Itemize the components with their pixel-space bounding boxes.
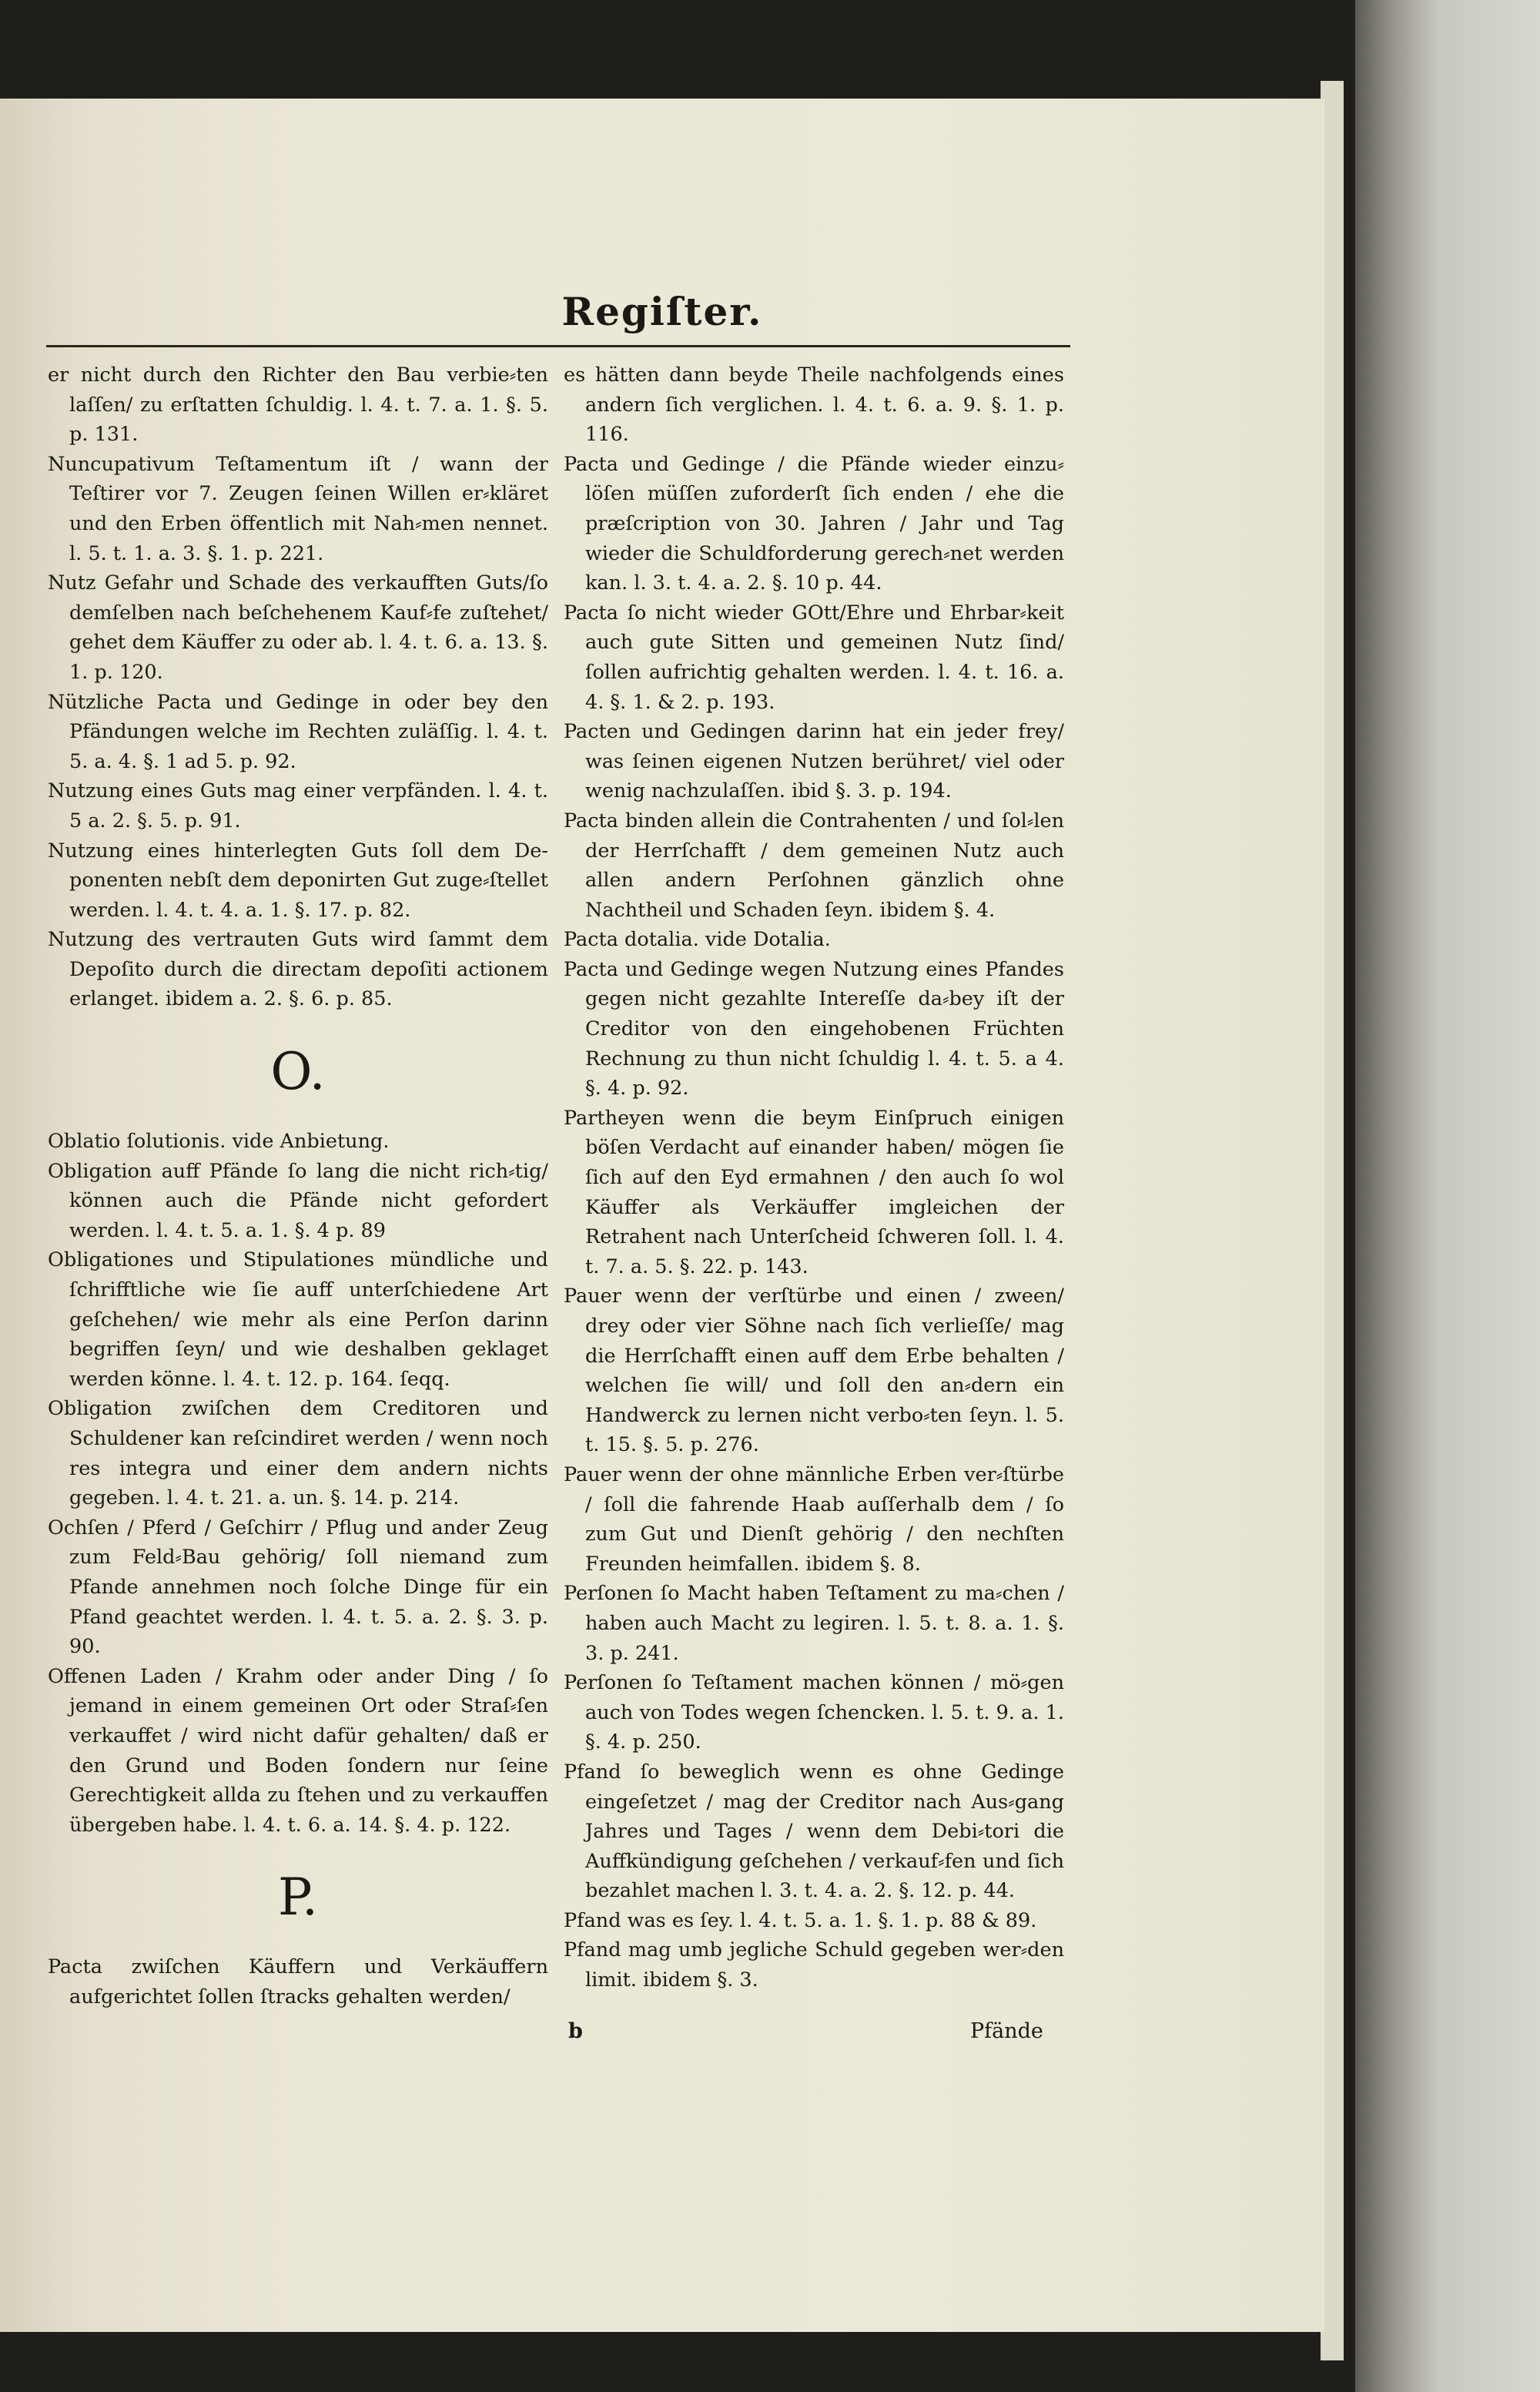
index-entry: Pauer wenn der ohne männliche Erben ver⸗ſtürbe / ſoll die fahrende Haab auſſerhalb dem / ſo zum Gut und Dienſt gehörig / den nechſten Freunden heimfallen. ibidem §. 8. bbox=[564, 1462, 1064, 1576]
right-column bbox=[564, 360, 1064, 1995]
left-column bbox=[48, 360, 548, 2012]
index-entry: Pacta und Gedinge / die Pfände wieder einzu⸗löſen müſſen zuforderſt ſich enden / ehe die præſcription von 30. Jahren / Jahr und Tag wieder die Schuldforderung gerech⸗net werden kan. l. 3. t. 4. a. 2. §. 10 p. 44. bbox=[564, 452, 1064, 595]
index-entry: Pauer wenn der verſtürbe und einen / zween/ drey oder vier Söhne nach ſich verlieſſe/ mag die Herrſchafft einen auff dem Erbe behalten / welchen ſie will/ und ſoll den an⸗dern ein Handwerck zu lernen nicht verbo⸗ten ſeyn. l. 5. t. 15. §. 5. p. 276. bbox=[564, 1285, 1064, 1457]
index-entry: Pacta binden allein die Contrahenten / und ſol⸗len der Herrſchafft / dem gemeinen Nutz auch allen andern Perſohnen gänzlich ohne Nachtheil und Schaden ſeyn. ibidem §. 4. bbox=[564, 809, 1064, 922]
header-rule bbox=[46, 345, 1070, 347]
page-title: Regiſter. bbox=[561, 289, 763, 334]
index-entry: Nuncupativum Teſtamentum iſt / wann der Teſtirer vor 7. Zeugen ſeinen Willen er⸗kläret und den Erben öffentlich mit Nah⸗men nennet. l. 5. t. 1. a. 3. §. 1. p. 221. bbox=[48, 452, 548, 565]
index-entry: Pacta zwiſchen Käuffern und Verkäuffern aufgerichtet ſollen ſtracks gehalten werden/ bbox=[48, 1955, 548, 2008]
signature-mark: b bbox=[568, 2019, 583, 2043]
index-entry: Obligation zwiſchen dem Creditoren und Schuldener kan reſcindiret werden / wenn noch res integra und einer dem andern nichts gegeben. l. 4. t. 21. a. un. §. 14. p. 214. bbox=[48, 1397, 548, 1510]
index-entry: Nutzung eines Guts mag einer verpfänden. l. 4. t. 5 a. 2. §. 5. p. 91. bbox=[48, 779, 548, 833]
index-entry: er nicht durch den Richter den Bau verbie⸗ten laſſen/ zu erſtatten ſchuldig. l. 4. t. 7. a. 1. §. 5. p. 131. bbox=[48, 363, 548, 447]
index-entry: Pacta und Gedinge wegen Nutzung eines Pfandes gegen nicht gezahlte Intereſſe da⸗bey iſt der Creditor von den eingehobenen Früchten Rechnung zu thun nicht ſchuldig l. 4. t. 5. a 4. §. 4. p. 92. bbox=[564, 957, 1064, 1101]
index-entry: Nützliche Pacta und Gedinge in oder bey den Pfändungen welche im Rechten zuläſſig. l. 4. t. 5. a. 4. §. 1 ad 5. p. 92. bbox=[48, 690, 548, 773]
catchword: Pfände bbox=[970, 2019, 1043, 2043]
index-entry: Perſonen ſo Macht haben Teſtament zu ma⸗chen / haben auch Macht zu legiren. l. 5. t. 8. a. 1. §. 3. p. 241. bbox=[564, 1582, 1064, 1665]
index-entry: Obligation auff Pfände ſo lang die nicht rich⸗tig/ können auch die Pfände nicht gefordert werden. l. 4. t. 5. a. 1. §. 4 p. 89 bbox=[48, 1159, 548, 1242]
index-entry: Nutzung des vertrauten Guts wird ſammt dem Depoſito durch die directam depoſiti actionem erlanget. ibidem a. 2. §. 6. p. 85. bbox=[48, 928, 548, 1011]
index-entry: Pfand was es ſey. l. 4. t. 5. a. 1. §. 1. p. 88 & 89. bbox=[564, 1908, 1037, 1932]
index-entry: Pacta dotalia. vide Dotalia. bbox=[564, 928, 831, 952]
index-entry: Pfand mag umb jegliche Schuld gegeben wer⸗den limit. ibidem §. 3. bbox=[564, 1938, 1064, 1992]
index-entry: Ochſen / Pferd / Geſchirr / Pflug und ander Zeug zum Feld⸗Bau gehörig/ ſoll niemand zum Pfande annehmen noch ſolche Dinge für ein Pfand geachtet werden. l. 4. t. 5. a. 2. §. 3. p. 90. bbox=[48, 1516, 548, 1659]
index-entry: Obligationes und Stipulationes mündliche und ſchrifftliche wie ſie auff unterſchiedene Art geſchehen/ wie mehr als eine Perſon darinn begriffen ſeyn/ und wie deshalben geklaget werden könne. l. 4. t. 12. p. 164. ſeqq. bbox=[48, 1248, 548, 1391]
index-entry: Nutzung eines hinterlegten Guts ſoll dem De-ponenten nebſt dem deponirten Gut zuge⸗ſtellet werden. l. 4. t. 4. a. 1. §. 17. p. 82. bbox=[48, 839, 548, 922]
index-entry: Nutz Gefahr und Schade des verkaufften Guts/ſo demſelben nach beſchehenem Kauf⸗fe zuſtehet/ gehet dem Käuffer zu oder ab. l. 4. t. 6. a. 13. §. 1. p. 120. bbox=[48, 571, 548, 684]
index-entry: Pacten und Gedingen darinn hat ein jeder frey/ was ſeinen eigenen Nutzen berühret/ viel oder wenig nachzulaſſen. ibid §. 3. p. 194. bbox=[564, 720, 1064, 803]
index-entry: Perſonen ſo Teſtament machen können / mö⸗gen auch von Todes wegen ſchencken. l. 5. t. 9. a. 1. §. 4. p. 250. bbox=[564, 1671, 1064, 1754]
section-letter-p: P. bbox=[277, 1868, 318, 1928]
index-entry: Pfand ſo beweglich wenn es ohne Gedinge eingeſetzet / mag der Creditor nach Aus⸗gang Jahres und Tages / wenn dem Debi⸗tori die Auffkündigung geſchehen / verkauf⸗fen und ſich bezahlet machen l. 3. t. 4. a. 2. §. 12. p. 44. bbox=[564, 1760, 1064, 1903]
index-entry: Oblatio ſolutionis. vide Anbietung. bbox=[48, 1130, 390, 1154]
index-entry: Pacta ſo nicht wieder GOtt/Ehre und Ehrbar⸗keit auch gute Sitten und gemeinen Nutz ſind/ ſollen aufrichtig gehalten werden. l. 4. t. 16. a. 4. §. 1. & 2. p. 193. bbox=[564, 601, 1064, 714]
background-strip bbox=[1355, 0, 1540, 2392]
section-letter-o: O. bbox=[270, 1042, 326, 1102]
index-entry: Offenen Laden / Krahm oder ander Ding / ſo jemand in einem gemeinen Ort oder Straſ⸗ſen verkauffet / wird nicht dafür gehalten/ daß er den Grund und Boden ſondern nur ſeine Gerechtigkeit allda zu ſtehen und zu verkauffen übergeben habe. l. 4. t. 6. a. 14. §. 4. p. 122. bbox=[48, 1664, 548, 1837]
index-entry: es hätten dann beyde Theile nachfolgends eines andern ſich verglichen. l. 4. t. 6. a. 9. §. 1. p. 116. bbox=[564, 363, 1064, 447]
index-entry: Partheyen wenn die beym Einſpruch einigen böſen Verdacht auf einander haben/ mögen ſie ſich auf den Eyd ermahnen / den auch ſo wol Käuffer als Verkäuffer imgleichen der Retrahent nach Unterſcheid ſchweren ſoll. l. 4. t. 7. a. 5. §. 22. p. 143. bbox=[564, 1106, 1064, 1278]
